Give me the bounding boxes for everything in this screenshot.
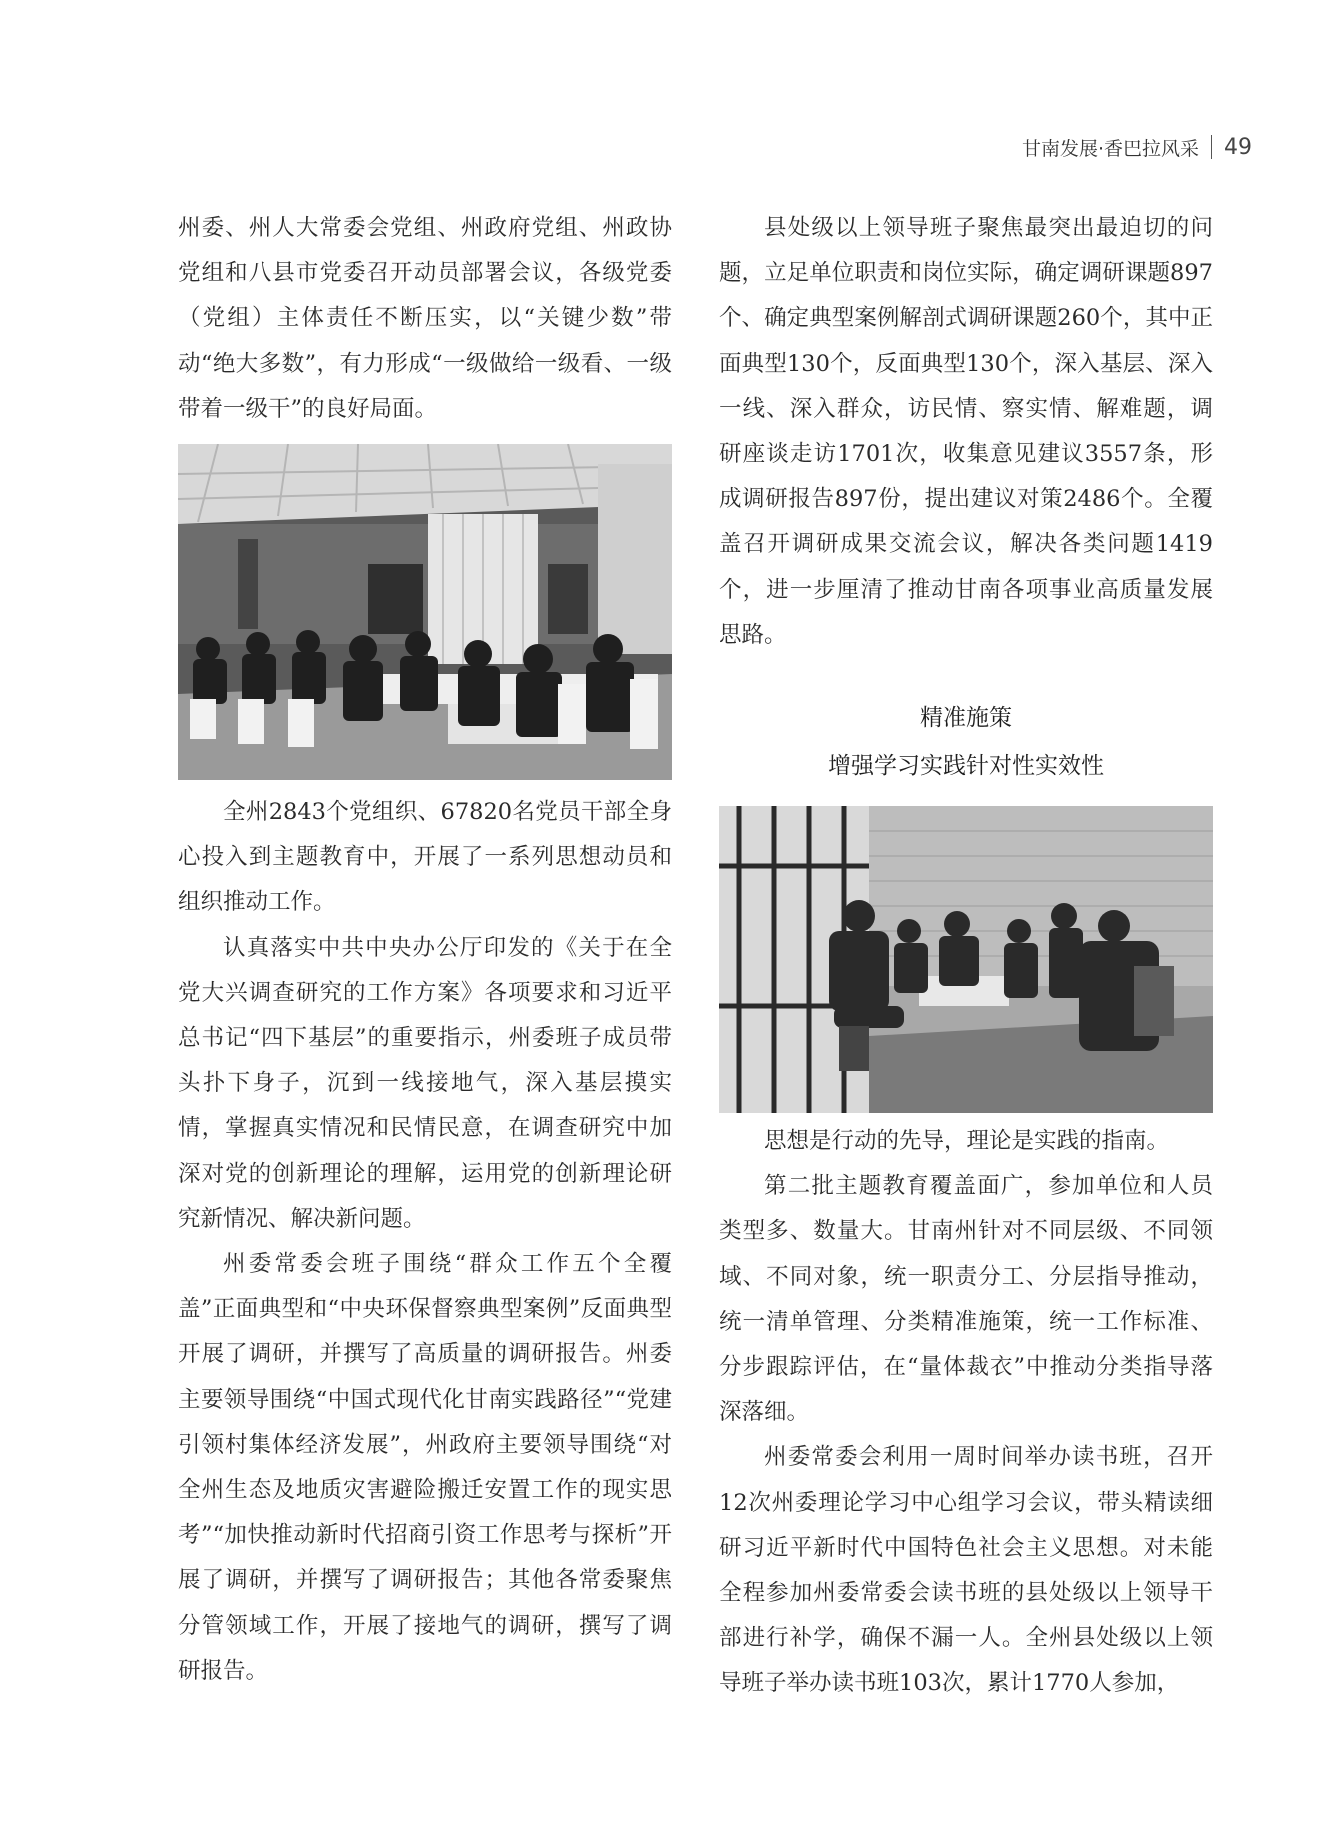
left-column <box>178 206 672 1694</box>
paragraph: 县处级以上领导班子聚焦最突出最迫切的问题，立足单位职责和岗位实际，确定调研课题897个、确定典型案例解剖式调研课题260个，其中正面典型130个，反面典型130个，深入基层、深入一线、深入群众，访民情、察实情、解难题，调研座谈走访1701次，收集意见建议3557条，形成调研报告897份，提出建议对策2486个。全覆盖召开调研成果交流会议，解决各类问题1419个，进一步厘清了推动甘南各项事业高质量发展思路。 <box>719 215 1213 648</box>
running-header <box>1022 132 1252 162</box>
section-subheading: 增强学习实践针对性实效性 <box>828 753 1104 780</box>
header-section-title: 甘南发展·香巴拉风采 <box>1021 137 1199 160</box>
study-session-photo <box>719 806 1213 1113</box>
paragraph: 州委常委会班子围绕“群众工作五个全覆盖”正面典型和“中央环保督察典型案例”反面典型开展了调研，并撰写了高质量的调研报告。州委主要领导围绕“中国式现代化甘南实践路径”“党建引领村集体经济发展”，州政府主要领导围绕“对全州生态及地质灾害避险搬迁安置工作的现实思考”“加快推动新时代招商引资工作思考与探析”开展了调研，并撰写了调研报告；其他各常委聚焦分管领域工作，开展了接地气的调研，撰写了调研报告。 <box>178 1251 672 1684</box>
paragraph: 州委、州人大常委会党组、州政府党组、州政协党组和八县市党委召开动员部署会议，各级党委（党组）主体责任不断压实，以“关键少数”带动“绝大多数”，有力形成“一级做给一级看、一级带着一级干”的良好局面。 <box>178 215 672 422</box>
header-divider <box>1211 135 1212 159</box>
paragraph: 思想是行动的先导，理论是实践的指南。 <box>764 1128 1170 1155</box>
paragraph: 认真落实中共中央办公厅印发的《关于在全党大兴调查研究的工作方案》各项要求和习近平总书记“四下基层”的重要指示，州委班子成员带头扑下身子，沉到一线接地气，深入基层摸实情，掌握真实情况和民情民意，在调查研究中加深对党的创新理论的理解，运用党的创新理论研究新情况、解决新问题。 <box>178 934 672 1232</box>
section-heading: 精准施策 <box>920 705 1012 732</box>
right-column <box>719 206 1213 1707</box>
paragraph: 州委常委会利用一周时间举办读书班，召开12次州委理论学习中心组学习会议，带头精读细研习近平新时代中国特色社会主义思想。对未能全程参加州委常委会读书班的县处级以上领导干部进行补学，确保不漏一人。全州县处级以上领导班子举办读书班103次，累计1770人参加， <box>719 1444 1213 1697</box>
meeting-photo-image <box>178 444 672 780</box>
paragraph: 全州2843个党组织、67820名党员干部全身心投入到主题教育中，开展了一系列思想动员和组织推动工作。 <box>178 799 672 916</box>
page-number: 49 <box>1224 134 1252 160</box>
meeting-photo <box>178 444 672 780</box>
paragraph: 第二批主题教育覆盖面广，参加单位和人员类型多、数量大。甘南州针对不同层级、不同领域、不同对象，统一职责分工、分层指导推动，统一清单管理、分类精准施策，统一工作标准、分步跟踪评估，在“量体裁衣”中推动分类指导落深落细。 <box>719 1173 1213 1426</box>
study-session-image <box>719 806 1213 1113</box>
